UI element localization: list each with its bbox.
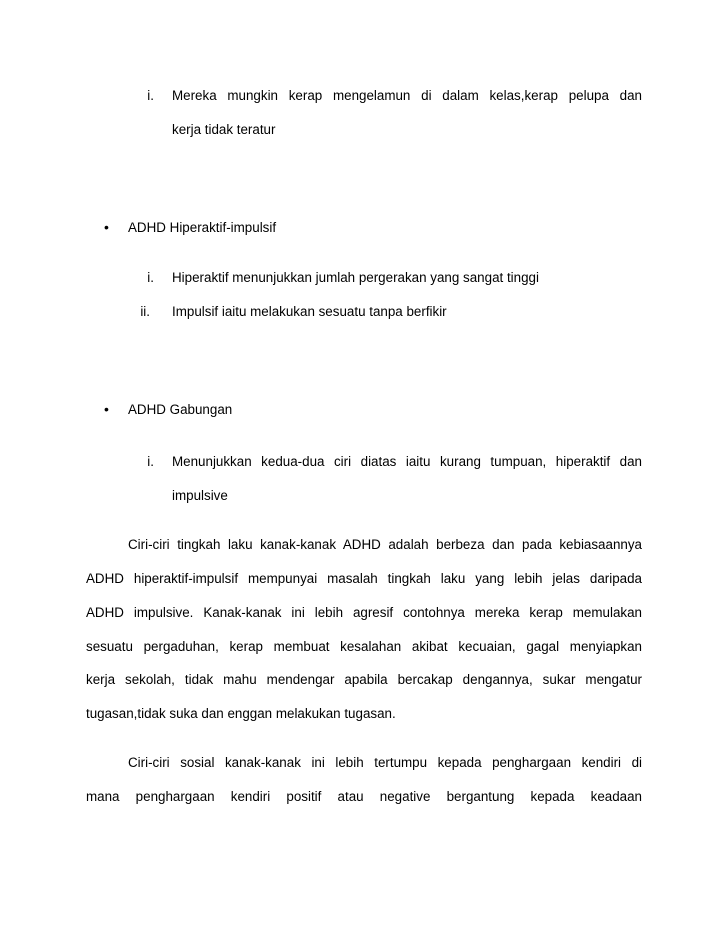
list-item-line: Menunjukkan kedua-dua ciri diatas iaitu kurang tumpuan, hiperaktif dan bbox=[172, 454, 642, 469]
list-item-text: Hiperaktif menunjukkan jumlah pergerakan yang sangat tinggi bbox=[172, 270, 539, 285]
paragraph-line bbox=[86, 571, 642, 587]
list-item-text bbox=[172, 454, 642, 470]
list-marker: i. bbox=[147, 270, 154, 285]
list-marker: i. bbox=[147, 454, 154, 469]
paragraph-line-text: mana penghargaan kendiri positif atau negative bergantung kepada keadaan bbox=[86, 789, 642, 804]
bullet-icon: • bbox=[104, 401, 109, 417]
bullet-icon: • bbox=[104, 219, 109, 235]
list-item-line: kerja tidak teratur bbox=[172, 122, 276, 137]
paragraph-line-text: Ciri-ciri sosial kanak-kanak ini lebih tertumpu kepada penghargaan kendiri di bbox=[128, 755, 642, 770]
paragraph-line-text: tugasan,tidak suka dan enggan melakukan tugasan. bbox=[86, 706, 396, 721]
paragraph-line-text: ADHD hiperaktif-impulsif mempunyai masalah tingkah laku yang lebih jelas daripada bbox=[86, 571, 642, 586]
paragraph-line bbox=[86, 789, 642, 805]
list-item-line: impulsive bbox=[172, 488, 228, 503]
section-heading: ADHD Gabungan bbox=[128, 402, 233, 417]
paragraph-line bbox=[86, 672, 642, 688]
section-heading: ADHD Hiperaktif-impulsif bbox=[128, 220, 277, 235]
list-item-text: Impulsif iaitu melakukan sesuatu tanpa berfikir bbox=[172, 304, 447, 319]
paragraph-line-text: kerja sekolah, tidak mahu mendengar apabila bercakap dengannya, sukar mengatur bbox=[86, 672, 642, 687]
list-item-line: Mereka mungkin kerap mengelamun di dalam kelas,kerap pelupa dan bbox=[172, 88, 642, 103]
paragraph-line-text: sesuatu pergaduhan, kerap membuat kesalahan akibat kecuaian, gagal menyiapkan bbox=[86, 639, 642, 654]
list-marker: i. bbox=[147, 88, 154, 103]
paragraph-line bbox=[86, 639, 642, 655]
list-marker: ii. bbox=[140, 304, 150, 319]
paragraph-line bbox=[128, 755, 642, 771]
paragraph-line-text: Ciri-ciri tingkah laku kanak-kanak ADHD adalah berbeza dan pada kebiasaannya bbox=[128, 537, 642, 552]
paragraph-line bbox=[86, 605, 642, 621]
paragraph-line bbox=[128, 537, 642, 553]
paragraph-line-text: ADHD impulsive. Kanak-kanak ini lebih agresif contohnya mereka kerap memulakan bbox=[86, 605, 642, 620]
list-item-text bbox=[172, 88, 642, 104]
